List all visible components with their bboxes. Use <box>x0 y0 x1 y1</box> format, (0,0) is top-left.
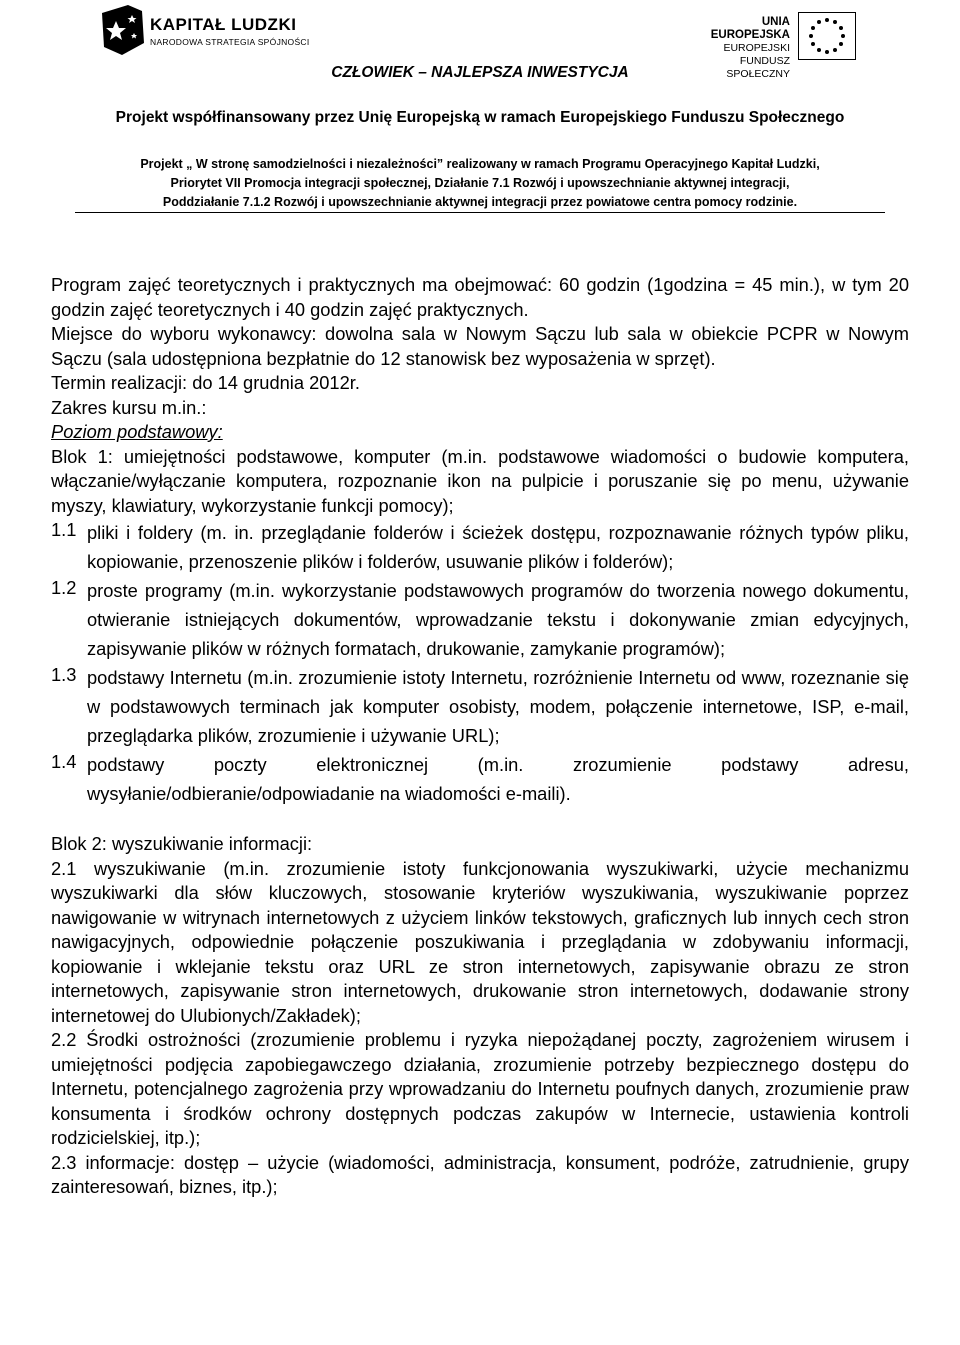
list-item-number: 1.1 <box>51 519 77 540</box>
list-item <box>51 576 909 663</box>
list-item <box>51 518 909 576</box>
project-info-line2: Priorytet VII Promocja integracji społecznej, Działanie 7.1 Rozwój i upowszechnianie aktywnej integracji, <box>170 176 790 190</box>
list-item-text: podstawy Internetu (m.in. zrozumienie istoty Internetu, rozróżnienie Internetu od www, rozeznanie się w podstawowych terminach jak komputer osobisty, modem, połączenie internetowe, ISP, e-mail, przeglądarka plików, zrozumienie i używanie URL); <box>87 667 909 746</box>
block2-title: Blok 2: wyszukiwanie informacji: <box>51 833 313 854</box>
motto: CZŁOWIEK – NAJLEPSZA INWESTYCJA <box>331 64 629 81</box>
eu-flag-icon <box>798 12 856 60</box>
cofinancing-statement: Projekt współfinansowany przez Unię Europejską w ramach Europejskiego Funduszu Społecznego <box>115 109 845 126</box>
deadline-paragraph: Termin realizacji: do 14 grudnia 2012r. <box>51 372 360 393</box>
page-header <box>0 0 960 215</box>
project-info-line3: Poddziałanie 7.1.2 Rozwój i upowszechnianie aktywnej integracji przez powiatowe centra pomocy rodzinie. <box>162 195 798 209</box>
eu-logo-line2: EUROPEJSKI <box>723 42 790 54</box>
block2-item-safety: 2.2 Środki ostrożności (zrozumienie problemu i ryzyka niepożądanej poczty, zagrożeniem wirusem i umiejętności podjęcia zapobiegawczego działania, zrozumienie potrzeby bezpiecznego dostępu do Internetu, potencjalnego zagrożenia przy wprowadzaniu do Internetu poufnych danych, zrozumienie praw konsumenta i środków ochrony dostępnych podczas zakupów w Internecie, ustawienia kontroli rodzicielskiej, itp.); <box>51 1029 909 1148</box>
course-scope-heading: Zakres kursu m.in.: <box>51 396 207 418</box>
location-paragraph: Miejsce do wyboru wykonawcy: dowolna sala w Nowym Sączu lub sala w obiekcie PCPR w Nowym Sączu (sala udostępniona bezpłatnie do 12 stanowisk bez wyposażenia w sprzęt). <box>51 323 909 369</box>
logo-title: KAPITAŁ LUDZKI <box>150 15 297 34</box>
eu-logo-line1: UNIA EUROPEJSKA <box>710 16 790 41</box>
list-item <box>51 663 909 750</box>
header-divider <box>75 212 885 213</box>
eu-logo <box>680 12 870 80</box>
list-item-text: proste programy (m.in. wykorzystanie podstawowych programów do tworzenia nowego dokumentu, otwieranie istniejących dokumentów, wprowadzanie tekstu i dokonywanie zmian edycyjnych, zapisywanie plików w różnych formatach, drukowanie, zamykanie programów); <box>87 580 909 659</box>
block2-item-search: 2.1 wyszukiwanie (m.in. zrozumienie istoty funkcjonowania wyszukiwarki, użycie mechanizmu wyszukiwarki dla słów kluczowych, stosowanie kryteriów wyszukiwania, wyszukiwanie poprzez nawigowanie w witrynach internetowych z użyciem linków tekstowych, graficznych lub innych cech stron nawigacyjnych, odpowiednie połączenie poszukiwania i przeglądania w zdobywaniu informacji, kopiowanie i wklejanie tekstu oraz URL ze stron internetowych, zapisywanie obrazu ze stron internetowych, zapisywanie stron internetowych, drukowanie stron internetowych, dodawanie strony internetowej do Ulubionych/Zakładek); <box>51 857 909 1026</box>
list-item-number: 1.2 <box>51 577 77 598</box>
kapital-ludzki-emblem-icon <box>98 3 146 57</box>
eu-logo-line3: FUNDUSZ SPOŁECZNY <box>726 55 790 80</box>
level-heading: Poziom podstawowy: <box>51 421 223 442</box>
kapital-ludzki-logo <box>98 3 338 59</box>
list-item-text: pliki i foldery (m. in. przeglądanie folderów i ścieżek dostępu, rozpoznawanie różnych typów pliku, kopiowanie, przenoszenie plików i folderów, usuwanie plików i folderów); <box>87 522 909 572</box>
logo-subtitle: NARODOWA STRATEGIA SPÓJNOŚCI <box>150 37 310 47</box>
list-item-text: podstawy poczty elektronicznej (m.in. zrozumienie podstawy adresu, wysyłanie/odbieranie/odpowiadanie na wiadomości e-maili). <box>87 754 909 804</box>
program-hours-paragraph: Program zajęć teoretycznych i praktycznych ma obejmować: 60 godzin (1godzina = 45 min.), w tym 20 godzin zajęć teoretycznych i 40 godzin zajęć praktycznych. <box>51 274 909 320</box>
list-item-number: 1.3 <box>51 664 77 685</box>
project-info <box>0 155 960 212</box>
project-info-line1: Projekt „ W stronę samodzielności i niezależności” realizowany w ramach Programu Operacyjnego Kapitał Ludzki, <box>140 157 820 171</box>
spacer <box>51 808 909 832</box>
list-item <box>51 750 909 808</box>
block2-item-information: 2.3 informacje: dostęp – użycie (wiadomości, administracja, konsument, podróże, zatrudnienie, grupy zainteresowań, biznes, itp.); <box>51 1151 909 1197</box>
block1-title: Blok 1: umiejętności podstawowe, komputer (m.in. podstawowe wiadomości o budowie komputera, włączanie/wyłączanie komputera, rozpoznanie ikon na pulpicie i poruszanie się po menu, używanie myszy, klawiatury, wykorzystanie funkcji pomocy); <box>51 445 909 516</box>
list-item-number: 1.4 <box>51 751 77 772</box>
document-body <box>51 273 909 1200</box>
